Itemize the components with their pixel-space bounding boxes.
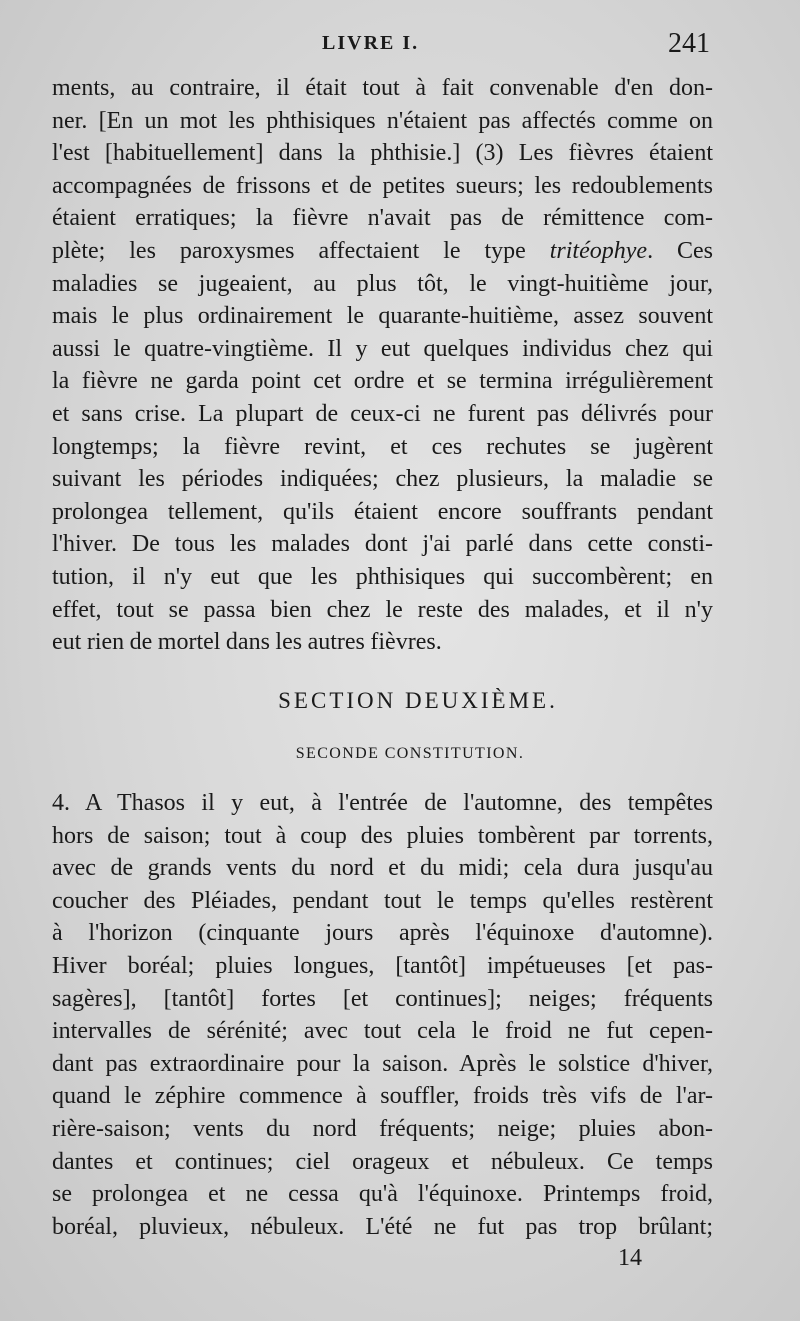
subsection-title-text: SECONDE CONSTITUTION. bbox=[295, 745, 525, 762]
running-head bbox=[0, 28, 800, 62]
paragraph-continuation bbox=[52, 72, 713, 659]
text-line: Hiver boréal; pluies longues, [tantôt] impétueuses [et pas- bbox=[52, 952, 713, 979]
text-line: longtemps; la fièvre revint, et ces rechutes se jugèrent bbox=[52, 433, 713, 460]
text-line: mais le plus ordinairement le quarante-huitième, assez souvent bbox=[52, 303, 713, 330]
text-line: se prolongea et ne cessa qu'à l'équinoxe. Printemps froid, bbox=[52, 1181, 713, 1208]
running-head-title: LIVRE I. bbox=[322, 32, 420, 54]
text-line: 4. A Thasos il y eut, à l'entrée de l'automne, des tempêtes bbox=[52, 790, 713, 816]
text-line: l'hiver. De tous les malades dont j'ai parlé dans cette consti- bbox=[52, 531, 713, 558]
text-line: tution, il n'y eut que les phthisiques qui succombèrent; en bbox=[52, 563, 713, 590]
text-line: ments, au contraire, il était tout à fait convenable d'en don- bbox=[52, 75, 713, 101]
text-line: maladies se jugeaient, au plus tôt, le vingt-huitième jour, bbox=[52, 270, 713, 297]
text-line: effet, tout se passa bien chez le reste des malades, et il n'y bbox=[52, 596, 713, 623]
text-line: dantes et continues; ciel orageux et nébuleux. Ce temps bbox=[52, 1148, 713, 1175]
text-line: dant pas extraordinaire pour la saison. Après le solstice d'hiver, bbox=[52, 1050, 713, 1077]
text-line: hors de saison; tout à coup des pluies tombèrent par torrents, bbox=[52, 822, 713, 849]
section-title bbox=[0, 688, 800, 714]
text-line: intervalles de sérénité; avec tout cela le froid ne fut cepen- bbox=[52, 1018, 713, 1045]
text-line: coucher des Pléiades, pendant tout le temps qu'elles restèrent bbox=[52, 887, 713, 914]
text-line: accompagnées de frissons et de petites sueurs; les redoublements bbox=[52, 172, 713, 199]
text-line: plète; les paroxysmes affectaient le type tritéophye. Ces bbox=[52, 237, 714, 264]
text-line: suivant les périodes indiquées; chez plusieurs, la maladie se bbox=[52, 466, 713, 493]
text-line: sagères], [tantôt] fortes [et continues]; neiges; fréquents bbox=[52, 985, 713, 1012]
text-line: rière-saison; vents du nord fréquents; neige; pluies abon- bbox=[52, 1115, 713, 1142]
text-line: eut rien de mortel dans les autres fièvres. bbox=[52, 629, 442, 656]
text-line: et sans crise. La plupart de ceux-ci ne furent pas délivrés pour bbox=[52, 400, 713, 427]
text-line: prolongea tellement, qu'ils étaient encore souffrants pendant bbox=[52, 498, 713, 525]
text-line: aussi le quatre-vingtième. Il y eut quelques individus chez qui bbox=[52, 335, 713, 362]
page-number: 241 bbox=[668, 28, 710, 59]
text-line: ner. [En un mot les phthisiques n'étaient pas affectés comme on bbox=[52, 107, 713, 134]
section-title-text: SECTION DEUXIÈME. bbox=[278, 688, 558, 713]
text-line: la fièvre ne garda point cet ordre et se termina irrégulièrement bbox=[52, 368, 713, 395]
paragraph-section-4 bbox=[52, 787, 713, 1243]
text-line: étaient erratiques; la fièvre n'avait pas de rémittence com- bbox=[52, 205, 713, 232]
italic-term: tritéophye bbox=[549, 237, 648, 264]
text-line: quand le zéphire commence à souffler, froids très vifs de l'ar- bbox=[52, 1083, 713, 1110]
text-line: avec de grands vents du nord et du midi; cela dura jusqu'au bbox=[52, 855, 713, 882]
signature-mark: 14 bbox=[618, 1245, 642, 1271]
subsection-title bbox=[0, 745, 800, 763]
text-line: l'est [habituellement] dans la phthisie.] (3) Les fièvres étaient bbox=[52, 140, 713, 167]
text-line: à l'horizon (cinquante jours après l'équinoxe d'automne). bbox=[52, 920, 713, 947]
text-line: boréal, pluvieux, nébuleux. L'été ne fut pas trop brûlant; bbox=[52, 1213, 713, 1240]
